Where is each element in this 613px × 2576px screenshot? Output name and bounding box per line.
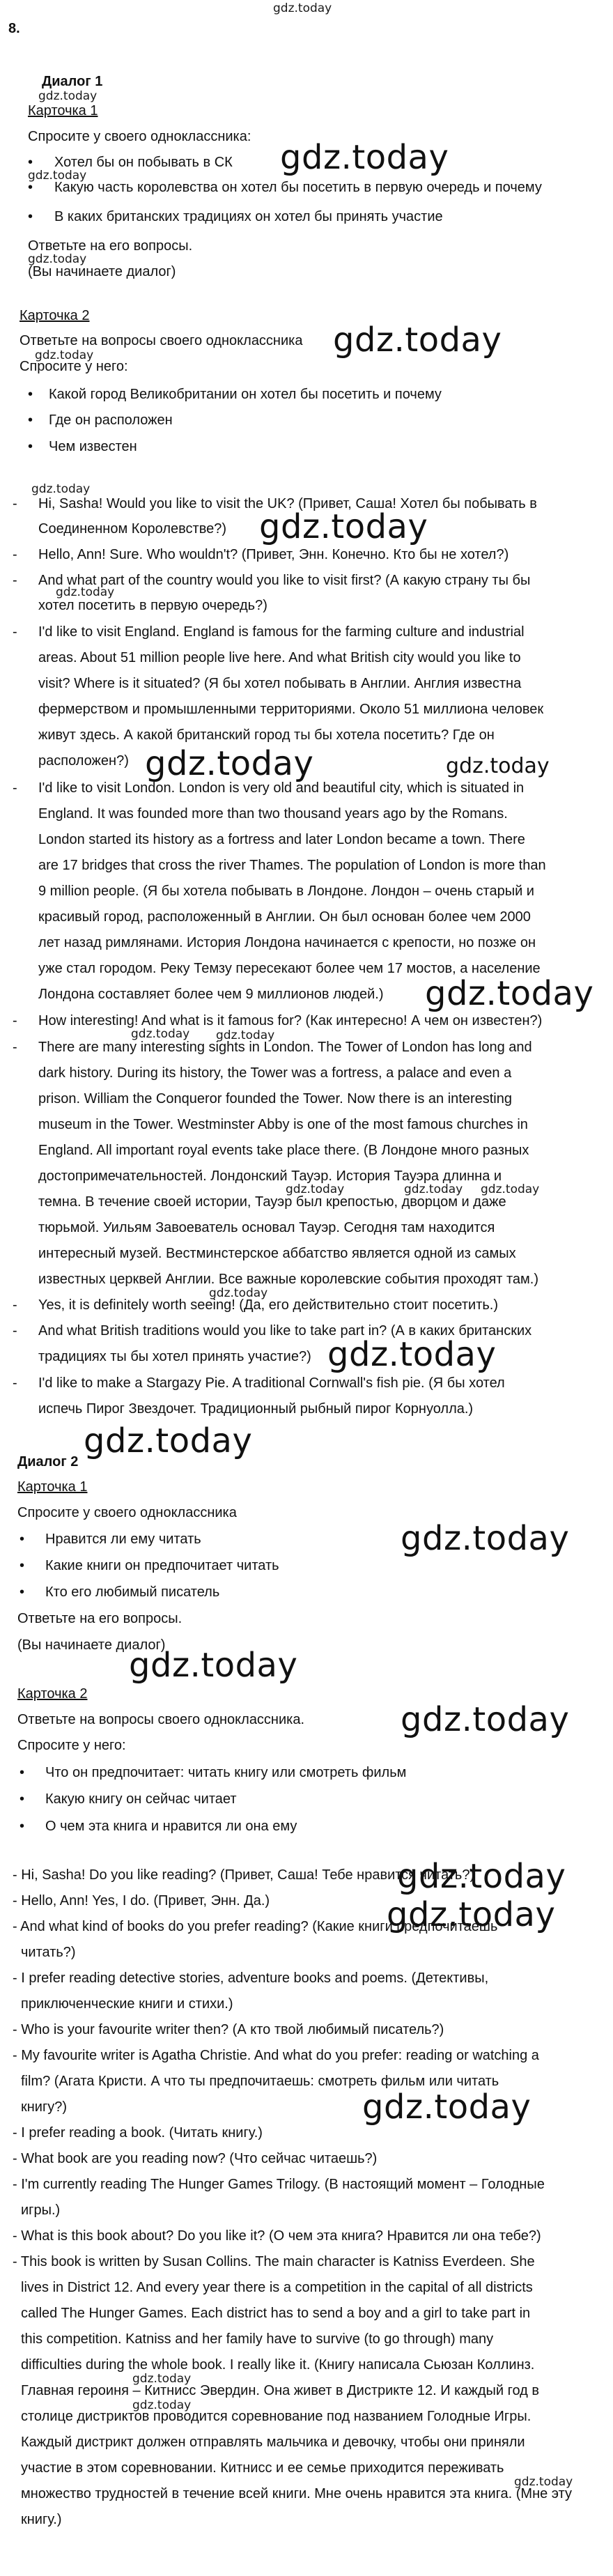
bullet-icon: • [20,1532,25,1547]
watermark-small: gdz.today [286,1182,345,1196]
dialog-2-title: Диалог 2 [17,1454,79,1470]
d1-line: известных церквей Англии. Все важные королевские события проходят там.) [38,1272,539,1287]
d2-line: this competition. Katniss and her family have to survive (to go through) many [21,2331,494,2347]
d2-line: - What book are you reading now? (Что сейчас читаешь?) [13,2151,378,2166]
d1-line: тюрьмой. Уильям Завоеватель основал Тауэр. Сегодня там находится [38,1220,495,1235]
bullet-icon: • [28,155,33,170]
d1-line: are 17 bridges that cross the river Thames. The population of London is more than [38,858,546,873]
d1-card2-label: Карточка 2 [20,308,90,323]
d2-line: множество трудностей в течение всей книги. Мне очень нравится эта книга. (Мне эту [21,2486,572,2501]
d1-line: 9 million people. (Я бы хотела побывать в Лондоне. Лондон – очень старый и [38,884,534,899]
dash: - [13,780,17,796]
watermark-small: gdz.today [481,1182,540,1196]
d1-line: How interesting! And what is it famous for? (Как интересно! А чем он известен?) [38,1013,543,1028]
d2-line: lives in District 12. And every year there is a competition in the capital of all districts [21,2280,533,2295]
d2-line: - Hi, Sasha! Do you like reading? (Привет, Саша! Тебе нравится читать?) [13,1867,475,1883]
d1-card2-q2: Где он расположен [49,412,173,428]
d1-line: visit? Where is it situated? (Я бы хотел побывать в Англии. Англия известна [38,676,522,691]
d1-line: красивый город, расположенный в Англии. Он был основан более чем 2000 [38,909,531,925]
d1-line: Hi, Sasha! Would you like to visit the UK? (Привет, Саша! Хотел бы побывать в [38,496,537,511]
d1-line: museum in the Tower. Westminster Abby is one of the most famous churches in [38,1117,528,1132]
d1-line: dark history. During its history, the Tower was a fortress, a palace and even a [38,1065,512,1081]
d1-line: лет назад римлянами. История Лондона начинается с крепости, но позже он [38,935,536,950]
bullet-icon: • [28,180,33,195]
d2-line: - My favourite writer is Agatha Christie. And what do you prefer: reading or watching a [13,2048,539,2063]
watermark-large: gdz.today [84,1421,253,1460]
d1-line: England. It was founded more than two thousand years ago by the Romans. [38,806,508,822]
d1-line: There are many interesting sights in London. The Tower of London has long and [38,1040,532,1055]
d1-card1-reply: Ответьте на его вопросы. [28,238,193,254]
d1-line: живут здесь. А какой британский город ты бы хотела посетить? Где он [38,727,495,743]
watermark-small: gdz.today [132,2398,192,2412]
d1-line: расположен?) [38,753,129,769]
d1-line: достопримечательностей. Лондонский Тауэр. История Тауэра длинна и [38,1169,502,1184]
watermark-small: gdz.today [38,89,98,103]
watermark-large: gdz.today [259,507,428,546]
d2-line: Главная героиня – Китнисс Эвердин. Она живет в Дистрикте 12. И каждый год в [21,2383,540,2398]
watermark-large: gdz.today [387,1895,556,1934]
dash: - [13,1297,17,1313]
bullet-icon: • [28,412,33,428]
d1-line: Соединенном Королевстве?) [38,521,227,537]
d1-card1-label: Карточка 1 [28,103,98,118]
bullet-icon: • [20,1765,25,1780]
d1-line: уже стал городом. Реку Темзу пересекают более чем 17 мостов, а население [38,961,541,976]
d2-line: - This book is written by Susan Collins. The main character is Katniss Everdeen. She [13,2254,535,2269]
watermark-large: gdz.today [362,2088,531,2127]
d2-card2-intro1: Ответьте на вопросы своего одноклассника. [17,1712,305,1727]
d1-line: I'd like to visit England. England is famous for the farming culture and industrial [38,624,525,640]
d1-line: areas. About 51 million people live here. And what British city would you like to [38,650,521,665]
d1-line: Лондона составляет более чем 9 миллионов людей.) [38,987,384,1002]
d2-line: called The Hunger Games. Each district has to send a boy and a girl to take part in [21,2306,531,2321]
watermark-small: gdz.today [514,2475,573,2489]
d1-card1-q2: Какую часть королевства он хотел бы посетить в первую очередь и почему [54,180,542,195]
watermark-large: gdz.today [129,1646,298,1685]
watermark-small: gdz.today [31,482,91,496]
d2-card2-q2: Какую книгу он сейчас читает [45,1791,237,1807]
d1-card1-start: (Вы начинаете диалог) [28,264,176,279]
d1-line: London started its history as a fortress and later London became a town. There [38,832,525,847]
d1-line: традициях ты бы хотел принять участие?) [38,1349,311,1364]
d1-line: темна. В течение своей истории, Тауэр был крепостью, дворцом и даже [38,1194,506,1210]
d2-line: книгу?) [21,2099,68,2115]
d1-line: испечь Пирог Звездочет. Традиционный рыбный пирог Корнуолла.) [38,1401,474,1417]
dash: - [13,1375,17,1391]
watermark-small: gdz.today [132,2372,192,2386]
d1-line: England. All important royal events take place there. (В Лондоне много разных [38,1143,529,1158]
d2-card2-q3: О чем эта книга и нравится ли она ему [45,1819,297,1834]
d2-card1-reply: Ответьте на его вопросы. [17,1611,183,1626]
d2-card1-q1: Нравится ли ему читать [45,1532,201,1547]
d2-card2-label: Карточка 2 [17,1686,88,1702]
d2-card1-q2: Какие книги он предпочитает читать [45,1558,279,1573]
watermark-large: gdz.today [401,1519,570,1558]
watermark-large: gdz.today [425,974,594,1013]
d1-card1-q1: Хотел бы он побывать в СК [54,155,233,170]
d2-card2-intro2: Спросите у него: [17,1738,126,1753]
watermark-large: gdz.today [397,1857,566,1896]
d2-line: столице дистриктов проводится соревнование под названием Голодные Игры. [21,2409,531,2424]
d2-line: - Hello, Ann! Yes, I do. (Привет, Энн. Да.) [13,1893,270,1908]
d2-line: книгу.) [21,2512,62,2527]
d2-line: - What is this book about? Do you like it? (О чем эта книга? Нравится ли она тебе?) [13,2228,541,2244]
d2-card1-intro: Спросите у своего одноклассника [17,1505,237,1520]
d1-card1-intro: Спросите у своего одноклассника: [28,129,251,144]
watermark-small: gdz.today [131,1027,190,1041]
d1-line: фермерством и промышленными территориями. Около 51 миллиона человек [38,702,544,717]
d2-line: приключенческие книги и стихи.) [21,1996,233,2012]
d1-line: Yes, it is definitely worth seeing! (Да, его действительно стоит посетить.) [38,1297,499,1313]
bullet-icon: • [28,209,33,224]
dash: - [13,547,17,562]
dash: - [13,1323,17,1339]
dash: - [13,496,17,511]
watermark-small: gdz.today [28,252,87,266]
watermark-large: gdz.today [401,1700,570,1739]
dash: - [13,573,17,588]
d2-line: читать?) [21,1945,76,1960]
d2-line: участие в этом соревновании. Китнисс и ее семье приходится переживать [21,2460,504,2476]
dialog-1-title: Диалог 1 [42,74,103,89]
watermark-large: gdz.today [145,744,314,783]
d2-line: Каждый дистрикт должен отправлять мальчика и девочку, чтобы они приняли [21,2435,525,2450]
d1-line: And what British traditions would you like to take part in? (А в каких британских [38,1323,532,1339]
d1-card2-q3: Чем известен [49,439,137,454]
d2-line: - I prefer reading detective stories, adventure books and poems. (Детективы, [13,1970,489,1986]
d1-line: хотел посетить в первую очередь?) [38,598,267,613]
dash: - [13,1040,17,1055]
watermark-small: gdz.today [56,585,115,599]
watermark-large: gdz.today [280,138,449,177]
d1-card2-intro1: Ответьте на вопросы своего одноклассника [20,333,303,348]
watermark-small: gdz.today [35,348,94,362]
d2-card1-q3: Кто его любимый писатель [45,1584,220,1600]
d2-line: - Who is your favourite writer then? (А кто твой любимый писатель?) [13,2022,444,2037]
d1-line: I'd like to make a Stargazy Pie. A traditional Cornwall's fish pie. (Я бы хотел [38,1375,505,1391]
d2-card1-start: (Вы начинаете диалог) [17,1637,166,1653]
d2-card2-q1: Что он предпочитает: читать книгу или смотреть фильм [45,1765,407,1780]
bullet-icon: • [28,439,33,454]
watermark-small: gdz.today [216,1028,275,1042]
d2-line: - I prefer reading a book. (Читать книгу.) [13,2125,263,2141]
watermark-small: gdz.today [209,1286,268,1300]
d1-card2-q1: Какой город Великобритании он хотел бы посетить и почему [49,387,442,402]
d2-line: - I'm currently reading The Hunger Games Trilogy. (В настоящий момент – Голодные [13,2177,545,2192]
d2-line: игры.) [21,2203,61,2218]
d1-line: I'd like to visit London. London is very old and beautiful city, which is situated in [38,780,525,796]
dash: - [13,624,17,640]
bullet-icon: • [20,1791,25,1807]
watermark-small: gdz.today [404,1182,463,1196]
watermark-large: gdz.today [327,1335,497,1374]
watermark-medium: gdz.today [446,754,550,778]
bullet-icon: • [20,1819,25,1834]
bullet-icon: • [20,1558,25,1573]
d2-line: - And what kind of books do you prefer reading? (Какие книги предпочитаешь [13,1919,498,1934]
d1-card1-q3: В каких британских традициях он хотел бы принять участие [54,209,443,224]
exercise-number: 8. [8,21,20,36]
d2-line: difficulties during the whole book. I really like it. (Книгу написала Сьюзан Коллинз. [21,2357,535,2373]
bullet-icon: • [28,387,33,402]
watermark-large: gdz.today [333,321,502,360]
d1-line: интересный музей. Вестминстерское аббатство является одной из самых [38,1246,516,1261]
dash: - [13,1013,17,1028]
d1-line: prison. William the Conqueror founded the Tower. Now there is an interesting [38,1091,512,1106]
d2-line: film? (Агата Кристи. А что ты предпочитаешь: смотреть фильм или читать [21,2074,499,2089]
watermark-small: gdz.today [28,169,87,183]
d1-line: And what part of the country would you like to visit first? (А какую страну ты бы [38,573,531,588]
d1-line: Hello, Ann! Sure. Who wouldn't? (Привет, Энн. Конечно. Кто бы не хотел?) [38,547,509,562]
bullet-icon: • [20,1584,25,1600]
d1-card2-intro2: Спросите у него: [20,359,128,374]
watermark-small: gdz.today [273,1,332,15]
d2-card1-label: Карточка 1 [17,1479,88,1495]
